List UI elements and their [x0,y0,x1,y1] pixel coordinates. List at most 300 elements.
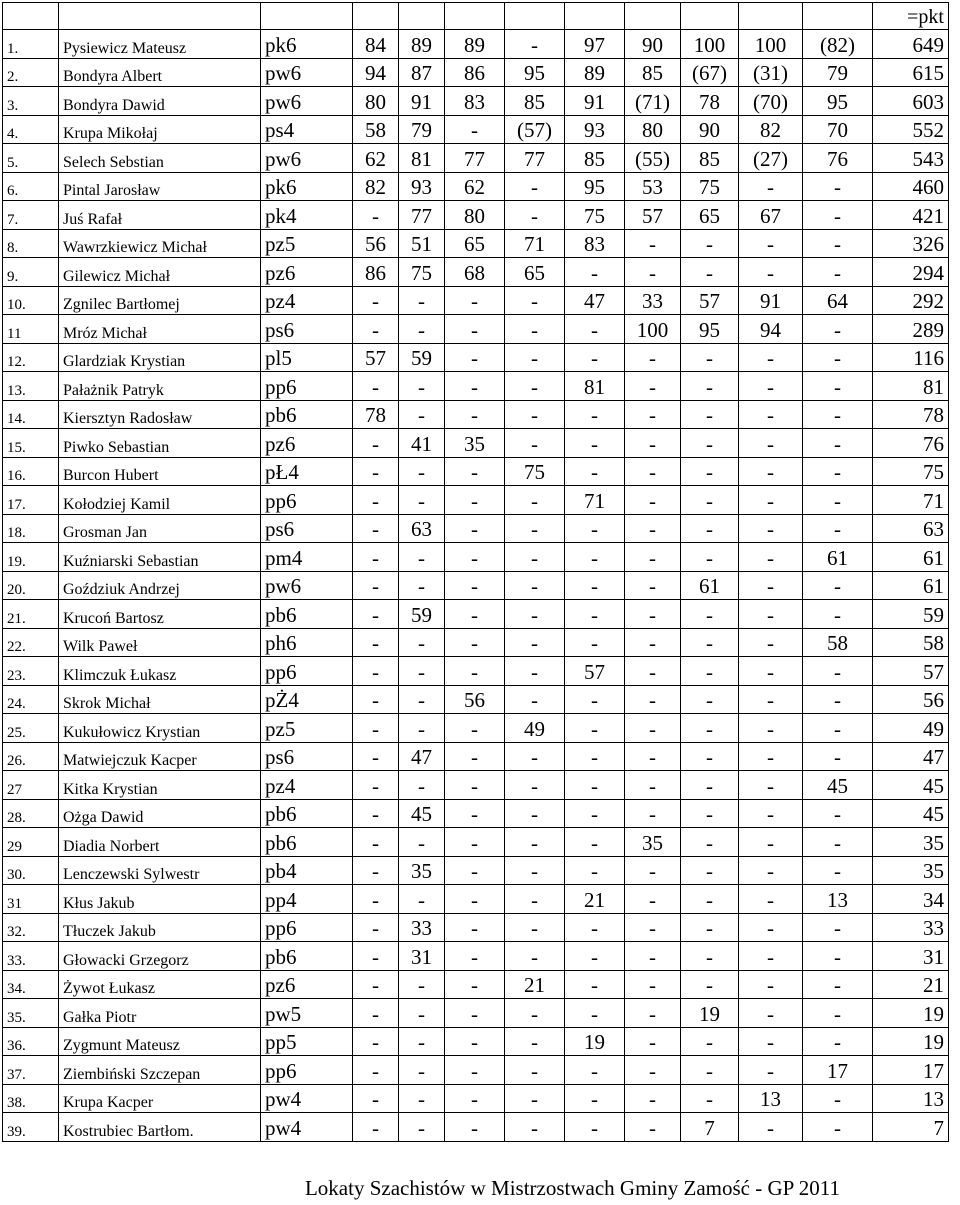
player-name-cell: Selech Sebstian [59,144,261,173]
table-row [3,1084,949,1113]
round-score-cell: - [803,1113,873,1142]
category-cell: pz6 [261,258,353,287]
total-points-cell: 603 [873,87,949,116]
round-score-cell: - [681,1084,739,1113]
header-cell [625,3,681,30]
round-score-cell: - [681,828,739,857]
round-score-cell: - [445,1056,505,1085]
round-score-cell: - [445,1084,505,1113]
player-name-cell: Mróz Michał [59,315,261,344]
table-row [3,514,949,543]
round-score-cell: 94 [739,315,803,344]
round-score-cell: - [505,999,565,1028]
round-score-cell: - [739,742,803,771]
round-score-cell: - [565,999,625,1028]
round-score-cell: - [565,343,625,372]
round-score-cell: - [353,657,399,686]
round-score-cell: - [681,229,739,258]
player-name-cell: Krucoń Bartosz [59,600,261,629]
round-score-cell: 89 [445,30,505,59]
round-score-cell: - [445,1027,505,1056]
round-score-cell: 91 [399,87,445,116]
round-score-cell: - [739,429,803,458]
round-score-cell: 65 [681,201,739,230]
round-score-cell: - [681,799,739,828]
table-row [3,258,949,287]
round-score-cell: - [445,457,505,486]
round-score-cell: - [739,913,803,942]
round-score-cell: - [803,343,873,372]
round-score-cell: - [803,201,873,230]
total-points-cell: 17 [873,1056,949,1085]
total-points-cell: 81 [873,372,949,401]
round-score-cell: - [353,457,399,486]
round-score-cell: - [399,1056,445,1085]
round-score-cell: - [739,999,803,1028]
table-row [3,742,949,771]
round-score-cell: - [353,828,399,857]
round-score-cell: - [681,372,739,401]
round-score-cell: - [565,258,625,287]
round-score-cell: - [399,286,445,315]
round-score-cell: 53 [625,172,681,201]
round-score-cell: 91 [739,286,803,315]
round-score-cell: 61 [681,571,739,600]
round-score-cell: - [445,343,505,372]
rank-cell: 20. [3,571,59,600]
table-row [3,771,949,800]
total-points-cell: 289 [873,315,949,344]
round-score-cell: 71 [505,229,565,258]
category-cell: pw4 [261,1113,353,1142]
player-name-cell: Bondyra Albert [59,58,261,87]
round-score-cell: - [505,742,565,771]
table-body [3,3,949,1142]
round-score-cell: - [803,258,873,287]
round-score-cell: - [505,942,565,971]
round-score-cell: - [625,856,681,885]
rank-cell: 22. [3,628,59,657]
round-score-cell: - [565,628,625,657]
table-row [3,685,949,714]
round-score-cell: - [739,457,803,486]
round-score-cell: 56 [445,685,505,714]
player-name-cell: Zygmunt Mateusz [59,1027,261,1056]
round-score-cell: 89 [399,30,445,59]
round-score-cell: - [625,913,681,942]
round-score-cell: 21 [565,885,625,914]
round-score-cell: - [445,286,505,315]
round-score-cell: 75 [565,201,625,230]
round-score-cell: - [399,372,445,401]
round-score-cell: 58 [803,628,873,657]
round-score-cell: - [399,885,445,914]
round-score-cell: - [739,828,803,857]
player-name-cell: Kiersztyn Radosław [59,400,261,429]
player-name-cell: Żywot Łukasz [59,970,261,999]
round-score-cell: - [353,685,399,714]
round-score-cell: 31 [399,942,445,971]
round-score-cell: 13 [739,1084,803,1113]
round-score-cell: - [739,543,803,572]
round-score-cell: - [399,457,445,486]
category-cell: pŁ4 [261,457,353,486]
header-cell [445,3,505,30]
round-score-cell: 61 [803,543,873,572]
category-cell: ps6 [261,315,353,344]
round-score-cell: (55) [625,144,681,173]
round-score-cell: 13 [803,885,873,914]
rank-cell: 17. [3,486,59,515]
table-row [3,429,949,458]
total-points-cell: 76 [873,429,949,458]
header-cell [681,3,739,30]
rank-cell: 38. [3,1084,59,1113]
round-score-cell: - [565,828,625,857]
round-score-cell: - [565,913,625,942]
round-score-cell: - [625,571,681,600]
total-points-cell: 45 [873,771,949,800]
round-score-cell: 57 [625,201,681,230]
round-score-cell: - [353,1027,399,1056]
round-score-cell: 33 [625,286,681,315]
round-score-cell: - [505,30,565,59]
round-score-cell: - [625,799,681,828]
round-score-cell: - [739,942,803,971]
header-cell [739,3,803,30]
header-cell [3,3,59,30]
round-score-cell: - [681,1027,739,1056]
round-score-cell: - [625,628,681,657]
player-name-cell: Wawrzkiewicz Michał [59,229,261,258]
round-score-cell: - [353,543,399,572]
rank-cell: 27 [3,771,59,800]
round-score-cell: - [565,1056,625,1085]
round-score-cell: - [399,1084,445,1113]
round-score-cell: 17 [803,1056,873,1085]
category-cell: ps4 [261,115,353,144]
total-points-cell: 649 [873,30,949,59]
player-name-cell: Bondyra Dawid [59,87,261,116]
category-cell: pp6 [261,372,353,401]
player-name-cell: Kitka Krystian [59,771,261,800]
round-score-cell: - [353,628,399,657]
round-score-cell: 93 [399,172,445,201]
table-row [3,942,949,971]
round-score-cell: - [565,429,625,458]
header-cell [59,3,261,30]
round-score-cell: 75 [505,457,565,486]
round-score-cell: - [739,372,803,401]
round-score-cell: - [803,429,873,458]
rank-cell: 37. [3,1056,59,1085]
round-score-cell: - [565,571,625,600]
rank-cell: 23. [3,657,59,686]
category-cell: pz4 [261,771,353,800]
rank-cell: 29 [3,828,59,857]
round-score-cell: 94 [353,58,399,87]
round-score-cell: - [353,1056,399,1085]
player-name-cell: Głowacki Grzegorz [59,942,261,971]
round-score-cell: 58 [353,115,399,144]
rank-cell: 16. [3,457,59,486]
rank-cell: 35. [3,999,59,1028]
round-score-cell: - [739,571,803,600]
total-points-header: =pkt [873,3,949,30]
table-row [3,1056,949,1085]
round-score-cell: - [681,258,739,287]
round-score-cell: - [505,543,565,572]
round-score-cell: 89 [565,58,625,87]
rank-cell: 32. [3,913,59,942]
table-row [3,400,949,429]
round-score-cell: 68 [445,258,505,287]
player-name-cell: Burcon Hubert [59,457,261,486]
round-score-cell: 80 [445,201,505,230]
table-row [3,201,949,230]
round-score-cell: 75 [681,172,739,201]
round-score-cell: - [625,229,681,258]
round-score-cell: - [353,856,399,885]
round-score-cell: 45 [399,799,445,828]
player-name-cell: Ziembiński Szczepan [59,1056,261,1085]
round-score-cell: - [681,429,739,458]
total-points-cell: 326 [873,229,949,258]
round-score-cell: 57 [353,343,399,372]
total-points-cell: 78 [873,400,949,429]
round-score-cell: - [353,913,399,942]
player-name-cell: Pałażnik Patryk [59,372,261,401]
round-score-cell: - [739,1056,803,1085]
round-score-cell: - [803,828,873,857]
round-score-cell: - [353,429,399,458]
category-cell: ph6 [261,628,353,657]
round-score-cell: - [353,486,399,515]
round-score-cell: - [505,315,565,344]
round-score-cell: - [505,885,565,914]
round-score-cell: - [625,999,681,1028]
round-score-cell: 86 [445,58,505,87]
rank-cell: 19. [3,543,59,572]
round-score-cell: - [353,771,399,800]
round-score-cell: 47 [399,742,445,771]
round-score-cell: - [803,372,873,401]
round-score-cell: - [739,229,803,258]
rank-cell: 3. [3,87,59,116]
round-score-cell: - [399,400,445,429]
round-score-cell: 90 [625,30,681,59]
category-cell: ps6 [261,514,353,543]
round-score-cell: - [803,600,873,629]
round-score-cell: - [681,486,739,515]
round-score-cell: - [399,828,445,857]
total-points-cell: 47 [873,742,949,771]
round-score-cell: - [803,400,873,429]
rank-cell: 34. [3,970,59,999]
round-score-cell: 71 [565,486,625,515]
category-cell: pb6 [261,400,353,429]
round-score-cell: - [445,714,505,743]
round-score-cell: - [445,600,505,629]
round-score-cell: - [681,970,739,999]
round-score-cell: - [505,286,565,315]
round-score-cell: - [803,657,873,686]
rank-cell: 39. [3,1113,59,1142]
round-score-cell: 49 [505,714,565,743]
round-score-cell: 45 [803,771,873,800]
round-score-cell: 80 [625,115,681,144]
player-name-cell: Tłuczek Jakub [59,913,261,942]
category-cell: pb6 [261,799,353,828]
total-points-cell: 116 [873,343,949,372]
round-score-cell: - [681,628,739,657]
category-cell: pp6 [261,486,353,515]
round-score-cell: 59 [399,600,445,629]
player-name-cell: Krupa Mikołaj [59,115,261,144]
table-row [3,144,949,173]
player-name-cell: Piwko Sebastian [59,429,261,458]
round-score-cell: 95 [681,315,739,344]
round-score-cell: 90 [681,115,739,144]
total-points-cell: 19 [873,999,949,1028]
total-points-cell: 292 [873,286,949,315]
round-score-cell: - [803,742,873,771]
table-row [3,913,949,942]
round-score-cell: - [565,400,625,429]
table-row [3,657,949,686]
table-row [3,828,949,857]
category-cell: pp6 [261,1056,353,1085]
round-score-cell: - [445,771,505,800]
round-score-cell: (71) [625,87,681,116]
round-score-cell: - [565,970,625,999]
total-points-cell: 543 [873,144,949,173]
round-score-cell: - [445,628,505,657]
round-score-cell: - [739,856,803,885]
category-cell: pw4 [261,1084,353,1113]
total-points-cell: 21 [873,970,949,999]
round-score-cell: - [803,1084,873,1113]
round-score-cell: 85 [625,58,681,87]
round-score-cell: - [505,685,565,714]
table-row [3,999,949,1028]
round-score-cell: - [681,457,739,486]
round-score-cell: - [739,514,803,543]
round-score-cell: - [445,942,505,971]
round-score-cell: - [399,571,445,600]
table-row [3,58,949,87]
total-points-cell: 33 [873,913,949,942]
round-score-cell: - [505,571,565,600]
round-score-cell: - [739,657,803,686]
table-row [3,229,949,258]
round-score-cell: - [445,828,505,857]
round-score-cell: - [803,970,873,999]
player-name-cell: Pintal Jarosław [59,172,261,201]
standings-table [2,2,949,1142]
rank-cell: 33. [3,942,59,971]
round-score-cell: 95 [803,87,873,116]
category-cell: pw6 [261,87,353,116]
round-score-cell: - [505,1113,565,1142]
round-score-cell: - [803,799,873,828]
round-score-cell: - [803,1027,873,1056]
table-row [3,30,949,59]
rank-cell: 21. [3,600,59,629]
rank-cell: 11 [3,315,59,344]
round-score-cell: - [565,742,625,771]
round-score-cell: 87 [399,58,445,87]
round-score-cell: - [399,714,445,743]
round-score-cell: - [625,258,681,287]
round-score-cell: - [565,514,625,543]
round-score-cell: - [739,600,803,629]
total-points-cell: 552 [873,115,949,144]
round-score-cell: - [505,1056,565,1085]
table-row [3,87,949,116]
round-score-cell: 100 [681,30,739,59]
total-points-cell: 34 [873,885,949,914]
round-score-cell: 79 [803,58,873,87]
total-points-cell: 75 [873,457,949,486]
category-cell: pp6 [261,913,353,942]
table-row [3,315,949,344]
round-score-cell: 95 [505,58,565,87]
round-score-cell: - [739,685,803,714]
round-score-cell: - [625,742,681,771]
round-score-cell: - [565,543,625,572]
round-score-cell: - [681,543,739,572]
total-points-cell: 35 [873,828,949,857]
round-score-cell: - [625,885,681,914]
table-row [3,543,949,572]
player-name-cell: Lenczewski Sylwestr [59,856,261,885]
round-score-cell: - [353,514,399,543]
round-score-cell: - [739,628,803,657]
round-score-cell: - [399,628,445,657]
round-score-cell: 59 [399,343,445,372]
round-score-cell: - [681,771,739,800]
rank-cell: 12. [3,343,59,372]
round-score-cell: 81 [565,372,625,401]
round-score-cell: - [739,343,803,372]
category-cell: pp4 [261,885,353,914]
round-score-cell: 65 [505,258,565,287]
round-score-cell: - [681,1056,739,1085]
round-score-cell: - [399,543,445,572]
player-name-cell: Skrok Michał [59,685,261,714]
player-name-cell: Grosman Jan [59,514,261,543]
round-score-cell: - [803,486,873,515]
round-score-cell: - [353,1084,399,1113]
round-score-cell: - [625,372,681,401]
table-row [3,970,949,999]
round-score-cell: 64 [803,286,873,315]
round-score-cell: - [625,400,681,429]
round-score-cell: 82 [353,172,399,201]
round-score-cell: - [505,372,565,401]
category-cell: pm4 [261,543,353,572]
round-score-cell: - [565,799,625,828]
round-score-cell: - [445,742,505,771]
round-score-cell: - [445,799,505,828]
round-score-cell: (27) [739,144,803,173]
round-score-cell: - [739,258,803,287]
round-score-cell: - [353,571,399,600]
round-score-cell: (31) [739,58,803,87]
total-points-cell: 61 [873,571,949,600]
player-name-cell: Kostrubiec Bartłom. [59,1113,261,1142]
